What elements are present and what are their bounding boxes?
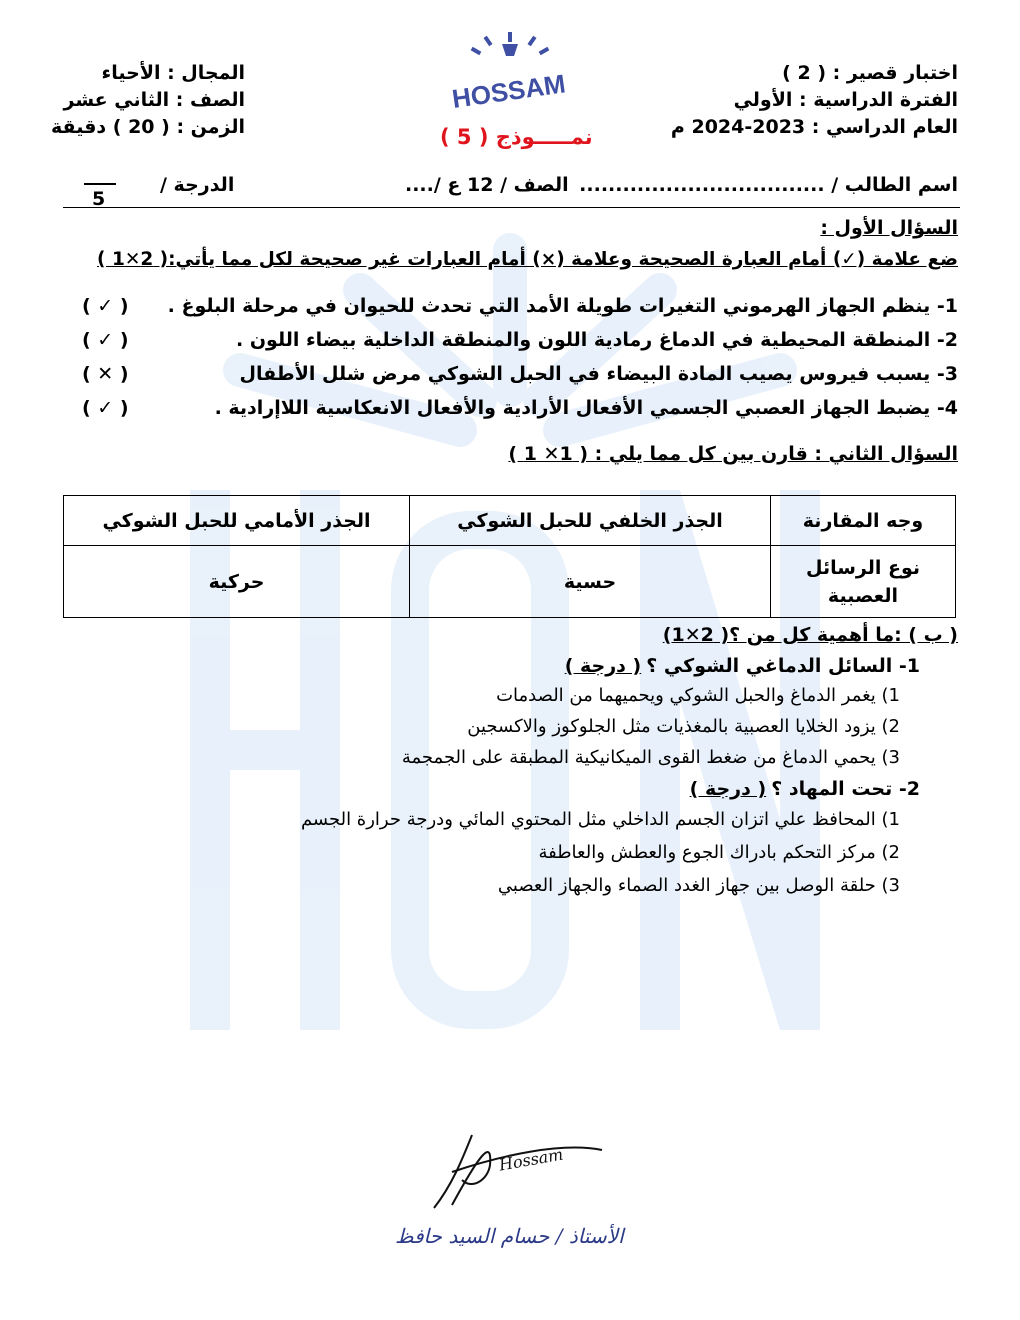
- header-divider: [63, 207, 960, 208]
- score-total: 5: [92, 188, 106, 210]
- section-1-answer-3: 3) يحمي الدماغ من ضغط القوى الميكانيكية المطبقة على الجمجمة: [401, 747, 900, 768]
- section-2-answer-2: 2) مركز التحكم بادراك الجوع والعطش والعاطفة: [538, 842, 900, 863]
- table-cell: حسية: [410, 546, 771, 618]
- logo-text: HOSSAM: [450, 68, 568, 114]
- q1-statement-2: 2- المنطقة المحيطية في الدماغ رمادية اللون والمنطقة الداخلية بيضاء اللون .: [235, 329, 958, 351]
- q1-statement-1: 1- ينظم الجهاز الهرموني التغيرات طويلة الأمد التي تحدث للحيوان في مرحلة البلوغ .: [167, 295, 958, 317]
- part-b-title: ( ب ) :ما أهمية كل من ؟( 2✕1): [662, 624, 958, 646]
- school-year: العام الدراسي : 2023-2024 م: [670, 116, 958, 138]
- model-number: نمـــــوذج ( 5 ): [440, 125, 593, 149]
- q1-instruction: ضع علامة (✓) أمام العبارة الصحيحة وعلامة (×) أمام العبارات غير صحيحة لكل مما يأتي:( 2✕1 ): [97, 249, 958, 270]
- score-fraction-line: [84, 183, 116, 185]
- section-2-score: ( درجة ): [689, 778, 767, 800]
- section-2-answer-3: 3) حلقة الوصل بين جهاز الغدد الصماء والجهاز العصبي: [497, 875, 900, 896]
- q1-statement-4: 4- يضبط الجهاز العصبي الجسمي الأفعال الأرادية والأفعال الانعكاسية اللاإرادية .: [214, 397, 958, 419]
- exam-title: اختبار قصير : ( 2 ): [782, 62, 958, 84]
- q1-answer-3: ( ✕ ): [82, 363, 129, 385]
- hossam-pen-logo-icon: [450, 30, 568, 126]
- table-header: الجذر الخلفي للحبل الشوكي: [410, 496, 771, 546]
- table-cell: حركية: [64, 546, 410, 618]
- student-name-field: اسم الطالب / ..................................: [579, 174, 958, 196]
- section-2-answer-1: 1) المحافظ علي اتزان الجسم الداخلي مثل المحتوي المائي ودرجة حرارة الجسم: [300, 809, 900, 830]
- term: الفترة الدراسية : الأولي: [733, 89, 958, 111]
- teacher-name: الأستاذ / حسام السيد حافظ: [395, 1224, 624, 1248]
- subject-field: المجال : الأحياء: [101, 62, 245, 84]
- score-label: الدرجة /: [160, 174, 235, 196]
- class-field: الصف / 12 ع /....: [405, 174, 569, 196]
- q1-statement-3: 3- يسبب فيروس يصيب المادة البيضاء في الحبل الشوكي مرض شلل الأطفال: [239, 363, 958, 385]
- table-header: الجذر الأمامي للحبل الشوكي: [64, 496, 410, 546]
- q2-title: السؤال الثاني : قارن بين كل مما يلي : ( 1✕ 1 ): [508, 443, 958, 465]
- signature-text: Hossam: [497, 1144, 565, 1175]
- q1-answer-4: ( ✓ ): [82, 397, 129, 419]
- comparison-table: [63, 495, 956, 618]
- q1-answer-1: ( ✓ ): [82, 295, 129, 317]
- section-2-head: 2- تحت المهاد ؟: [771, 778, 920, 800]
- duration: الزمن : ( 20 ) دقيقة: [51, 116, 245, 138]
- grade: الصف : الثاني عشر: [63, 89, 245, 111]
- signature-icon: [412, 1120, 612, 1220]
- q1-answer-2: ( ✓ ): [82, 329, 129, 351]
- section-1-score: ( درجة ): [564, 655, 642, 677]
- section-1-answer-2: 2) يزود الخلايا العصبية بالمغذيات مثل الجلوكوز والاكسجين: [467, 716, 900, 737]
- q1-title: السؤال الأول :: [820, 217, 958, 239]
- table-cell: نوع الرسائل العصبية: [771, 546, 956, 618]
- table-header: وجه المقارنة: [771, 496, 956, 546]
- section-1-answer-1: 1) يغمر الدماغ والحبل الشوكي ويحميهما من الصدمات: [496, 685, 900, 706]
- section-1-head: 1- السائل الدماغي الشوكي ؟: [646, 655, 920, 677]
